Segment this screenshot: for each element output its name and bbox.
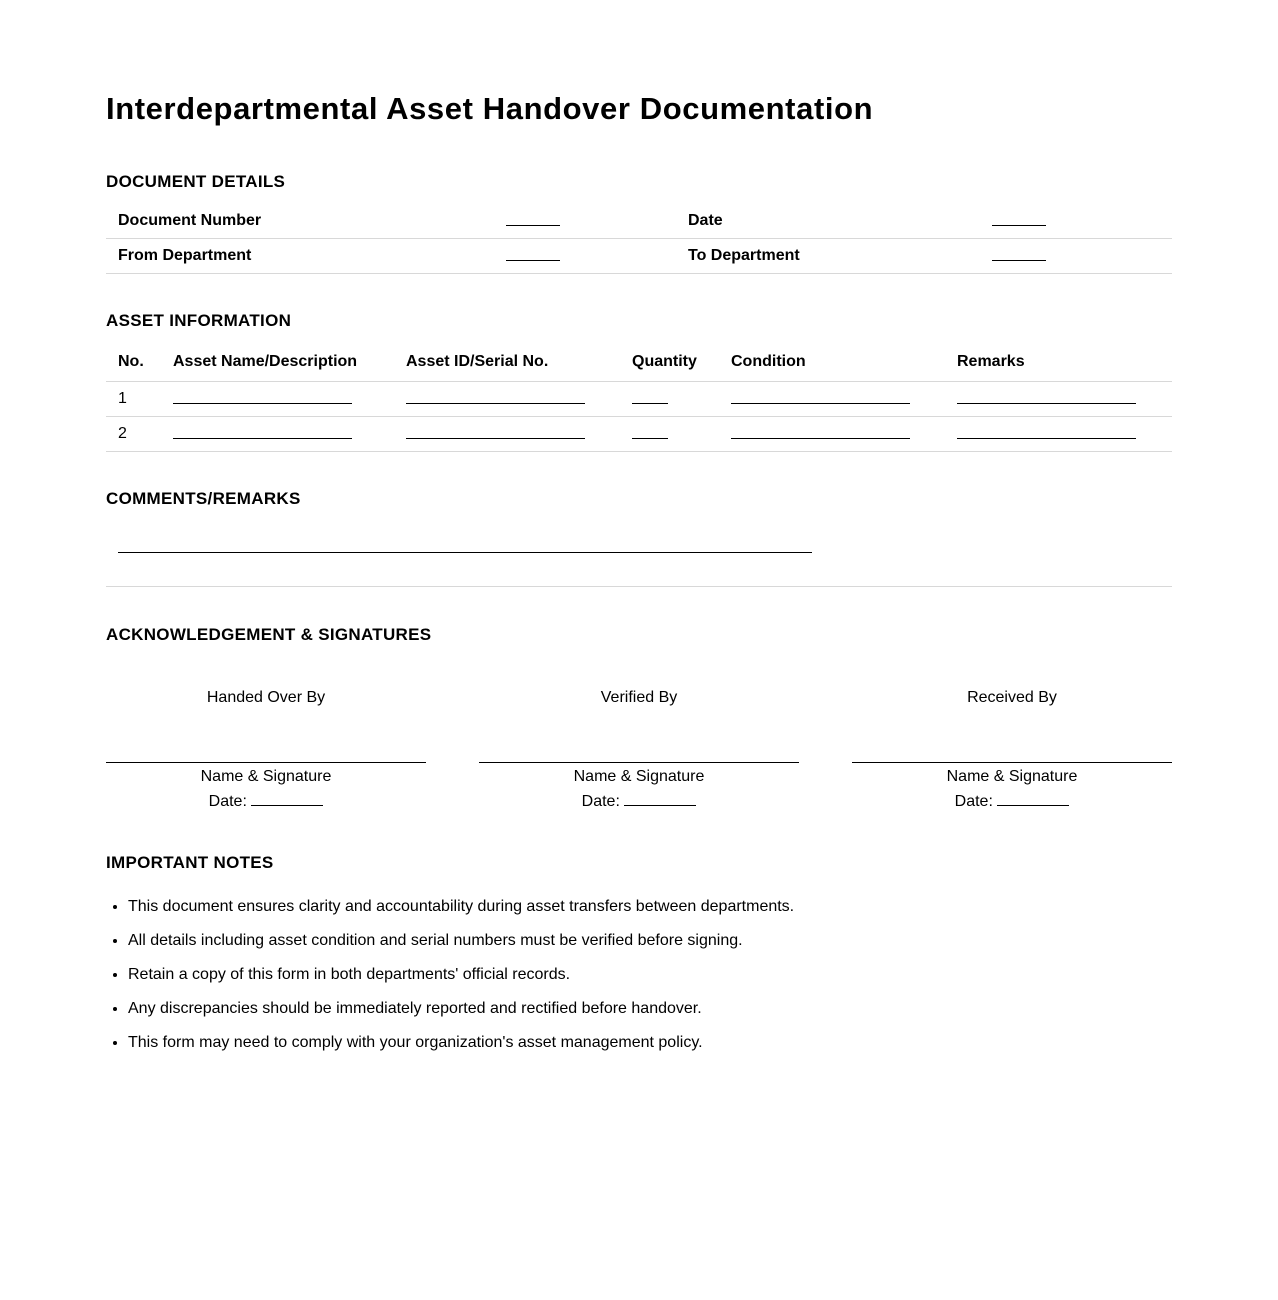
asset-name-field[interactable] <box>161 417 394 452</box>
asset-information-section <box>106 311 1172 452</box>
date-field[interactable] <box>997 791 1069 806</box>
date-label: Date: <box>208 793 247 810</box>
details-row <box>106 204 1172 239</box>
signature-date <box>106 791 426 813</box>
details-row <box>106 239 1172 274</box>
condition-field[interactable] <box>719 417 945 452</box>
remarks-field[interactable] <box>945 382 1172 417</box>
signature-line[interactable] <box>106 762 426 763</box>
signature-block-verified <box>479 688 799 813</box>
document-details-heading: DOCUMENT DETAILS <box>106 172 286 191</box>
comments-area <box>106 509 1172 587</box>
signature-line[interactable] <box>852 762 1172 763</box>
asset-id-field[interactable] <box>394 417 620 452</box>
from-department-label: From Department <box>106 239 506 274</box>
quantity-field[interactable] <box>620 417 719 452</box>
from-department-field[interactable] <box>506 239 676 274</box>
signer-role: Received By <box>967 689 1057 706</box>
document-details-table <box>106 204 1172 274</box>
comments-section <box>106 489 1172 587</box>
list-item: • Retain a copy of this form in both departments' official records. <box>128 965 1172 985</box>
name-signature-label: Name & Signature <box>573 768 705 785</box>
table-row <box>106 382 1172 417</box>
row-number: 1 <box>106 382 161 417</box>
document-details-section <box>106 172 1172 274</box>
date-field[interactable] <box>624 791 696 806</box>
signature-date <box>852 791 1172 813</box>
name-signature-label: Name & Signature <box>946 768 1078 785</box>
signer-role: Verified By <box>600 689 678 706</box>
row-number: 2 <box>106 417 161 452</box>
to-department-field[interactable] <box>992 239 1172 274</box>
column-header-asset-id: Asset ID/Serial No. <box>394 343 620 382</box>
notes-list <box>106 897 1172 1053</box>
comments-field[interactable] <box>118 552 812 553</box>
acknowledgement-heading: ACKNOWLEDGEMENT & SIGNATURES <box>106 625 432 644</box>
column-header-asset-name: Asset Name/Description <box>161 343 394 382</box>
column-header-condition: Condition <box>719 343 945 382</box>
list-item: • All details including asset condition and serial numbers must be verified before signing. <box>128 931 1172 951</box>
signature-block-received <box>852 688 1172 813</box>
asset-id-field[interactable] <box>394 382 620 417</box>
column-header-remarks: Remarks <box>945 343 1172 382</box>
asset-information-heading: ASSET INFORMATION <box>106 311 292 330</box>
date-label: Date: <box>954 793 993 810</box>
comments-heading: COMMENTS/REMARKS <box>106 489 301 508</box>
signature-row <box>106 688 1172 813</box>
document-number-field[interactable] <box>506 204 676 239</box>
date-field[interactable] <box>992 204 1172 239</box>
asset-table <box>106 343 1172 452</box>
signature-block-handed-over <box>106 688 426 813</box>
list-item: • This form may need to comply with your organization's asset management policy. <box>128 1033 1172 1053</box>
list-item: • Any discrepancies should be immediately reported and rectified before handover. <box>128 999 1172 1019</box>
name-signature-label: Name & Signature <box>200 768 332 785</box>
signature-line[interactable] <box>479 762 799 763</box>
acknowledgement-section <box>106 625 1172 813</box>
signer-role: Handed Over By <box>206 689 326 706</box>
date-label: Date: <box>581 793 620 810</box>
quantity-field[interactable] <box>620 382 719 417</box>
asset-name-field[interactable] <box>161 382 394 417</box>
column-header-quantity: Quantity <box>620 343 719 382</box>
important-notes-section <box>106 853 1172 1053</box>
column-header-no: No. <box>106 343 161 382</box>
remarks-field[interactable] <box>945 417 1172 452</box>
date-label: Date <box>676 204 992 239</box>
document-title: Interdepartmental Asset Handover Documentation <box>106 91 874 126</box>
condition-field[interactable] <box>719 382 945 417</box>
important-notes-heading: IMPORTANT NOTES <box>106 853 274 872</box>
table-row <box>106 417 1172 452</box>
to-department-label: To Department <box>676 239 992 274</box>
document-number-label: Document Number <box>106 204 506 239</box>
date-field[interactable] <box>251 791 323 806</box>
asset-table-header <box>106 343 1172 382</box>
list-item: • This document ensures clarity and accountability during asset transfers between departments. <box>128 897 1172 917</box>
signature-date <box>479 791 799 813</box>
